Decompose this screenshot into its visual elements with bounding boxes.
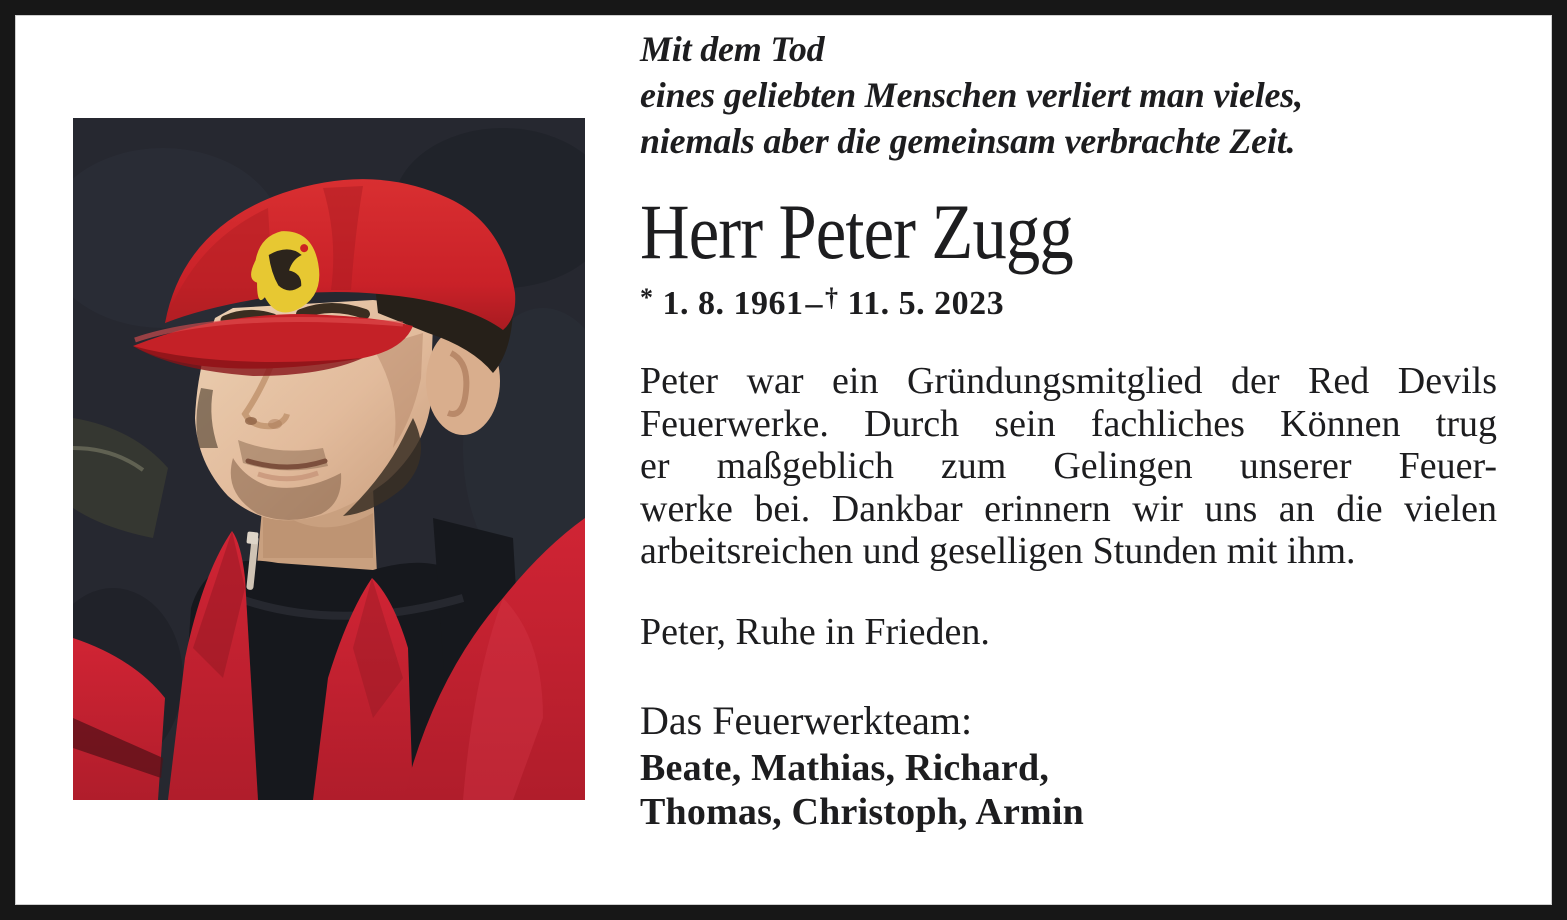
team-names <box>640 746 1500 834</box>
birth-date: 1. 8. 1961 <box>662 285 804 322</box>
body-line: Peter war ein Gründungsmitglied der Red Devils <box>640 360 1497 402</box>
obituary-body <box>640 360 1497 573</box>
death-cross-symbol: † <box>825 283 839 312</box>
team-names-line: Thomas, Christoph, Armin <box>640 791 1084 833</box>
life-dates <box>640 278 1500 324</box>
body-line: Feuerwerke. Durch sein fachliches Können trug <box>640 402 1497 445</box>
deceased-name: Herr Peter Zugg <box>640 188 1073 275</box>
epigraph-line: eines geliebten Menschen verliert man vieles, <box>640 75 1303 115</box>
body-line: er maßgeblich zum Gelingen unserer Feuer- <box>640 445 1497 488</box>
epigraph <box>640 26 1500 164</box>
birth-star-symbol: * <box>640 283 654 312</box>
body-line: werke bei. Dankbar erinnern wir uns an die vielen <box>640 487 1497 530</box>
team-names-line: Beate, Mathias, Richard, <box>640 747 1050 789</box>
portrait-illustration <box>73 118 585 800</box>
death-date: 11. 5. 2023 <box>847 285 1005 322</box>
farewell-line: Peter, Ruhe in Frieden. <box>640 611 990 653</box>
memorial-photo <box>73 118 585 800</box>
epigraph-line: niemals aber die gemeinsam verbrachte Zeit. <box>640 121 1296 161</box>
body-line: arbeitsreichen und geselligen Stunden mit ihm. <box>640 530 1356 573</box>
epigraph-line: Mit dem Tod <box>640 29 825 69</box>
team-label: Das Feuerwerkteam: <box>640 698 973 743</box>
dates-separator: – <box>805 285 823 322</box>
